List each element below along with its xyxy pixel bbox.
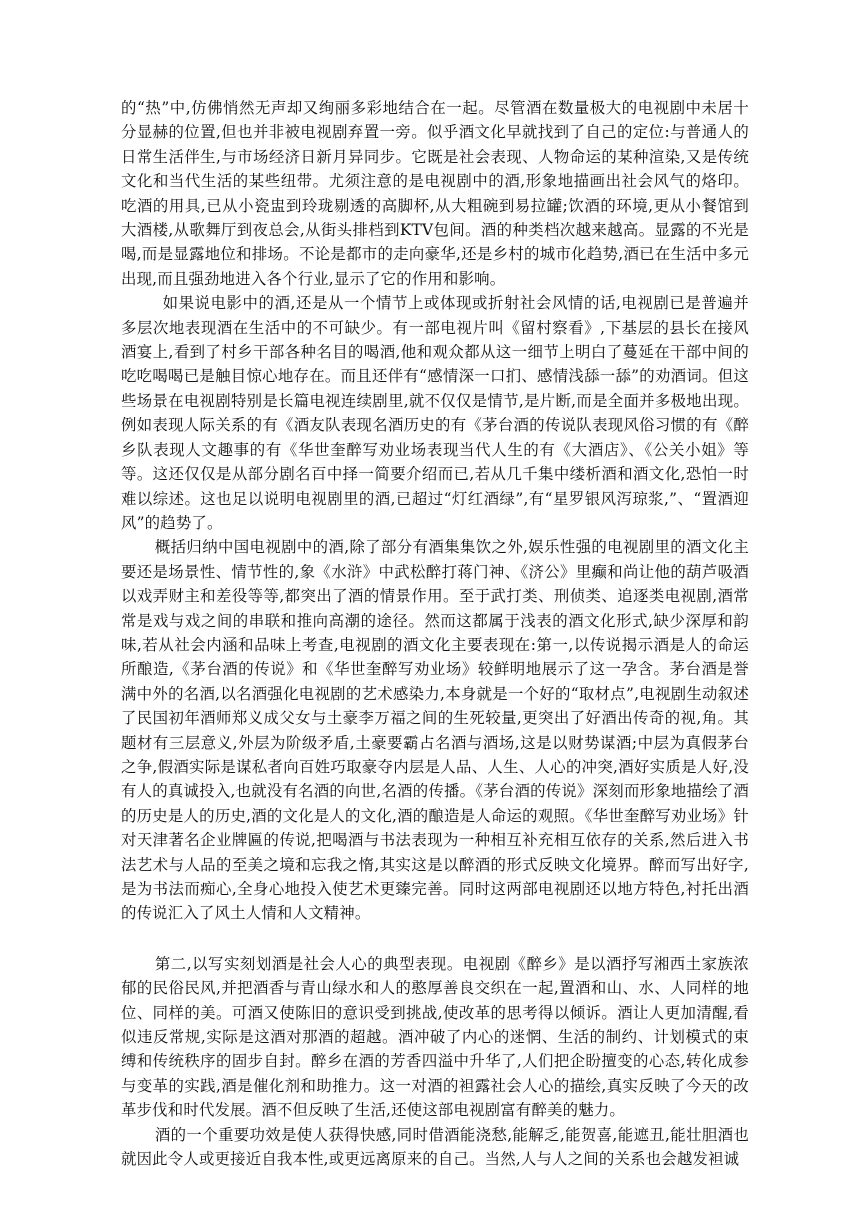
paragraph-3: 概括归纳中国电视剧中的酒,除了部分有酒集集饮之外,娱乐性强的电视剧里的酒文化主要还是场景性、情节性的,象《水浒》中武松醉打蒋门神、《济公》里癫和尚让他的葫芦吸酒以戏弄财主和差役等等,都突出了酒的情景作用。至于武打类、刑侦类、追逐类电视剧,酒常常是戏与戏之间的串联和推向高潮的途径。然而这都属于浅表的酒文化形式,缺少深厚和韵味,若从社会内涵和品味上考查,电视剧的酒文化主要表现在:第一,以传说揭示酒是人的命运所酿造,《茅台酒的传说》和《华世奎醉写劝业场》较鲜明地展示了这一孕含。茅台酒是誉满中外的名酒,以名酒强化电视剧的艺术感染力,本身就是一个好的“取材点”,电视剧生动叙述了民国初年酒师郑义成父女与土豪李万福之间的生死较量,更突出了好酒出传奇的视,角。其题材有三层意义,外层为阶级矛盾,土豪要霸占名酒与酒场,这是以财势谋酒;中层为真假茅台之争,假酒实际是谋私者向百姓巧取豪夺内层是人品、人生、人心的冲突,酒好实质是人好,没有人的真诚投入,也就没有名酒的向世,名酒的传播。《茅台酒的传说》深刻而形象地描绘了酒的历史是人的历史,酒的文化是人的文化,酒的酿造是人命运的观照。《华世奎醉写劝业场》针对天津著名企业牌匾的传说,把喝酒与书法表现为一种相互补充相互依存的关系,然后进入书法艺术与人品的至美之境和忘我之惰,其实这是以醉酒的形式反映文化境界。醉而写出好字,是为书法而痴心,全身心地投入使艺术更臻完善。同时这两部电视剧还以地方特色,衬托出酒的传说汇入了风土人情和人文精神。 — [121, 538, 749, 923]
paragraph-4: 第二,以写实刻划酒是社会人心的典型表现。电视剧《醉乡》是以酒抒写湘西土家族浓郁的民俗民风,并把酒香与青山绿水和人的憨厚善良交织在一起,置酒和山、水、人同样的地位、同样的美。可酒又使陈旧的意识受到挑战,使改革的思考得以倾诉。酒让人更加清醒,看似违反常规,实际是这酒对那酒的超越。酒冲破了内心的迷惘、生活的制约、计划模式的束缚和传统秩序的固步自封。醉乡在酒的芳香四溢中升华了,人们把企盼擅变的心态,转化成参与变革的实践,酒是催化剂和助推力。这一对酒的袒露社会人心的描绘,真实反映了今天的改革步伐和时代发展。酒不但反映了生活,还使这部电视剧富有醉美的魅力。 — [121, 954, 749, 1120]
paragraph-1: 的“热”中,仿佛悄然无声却又绚丽多彩地结合在一起。尽管酒在数量极大的电视剧中未居十分显赫的位置,但也并非被电视剧弃置一旁。似乎酒文化早就找到了自己的定位:与普通人的日常生活伴生,与市场经济日新月异同步。它既是社会表现、人物命运的某种渲染,又是传统文化和当代生活的某些纽带。尤须注意的是电视剧中的酒,形象地描画出社会风气的烙印。吃酒的用具,已从小瓷盅到玲珑剔透的高脚杯,从大粗碗到易拉罐;饮酒的环境,更从小餐馆到大酒楼,从歌舞厅到夜总会,从街头排档到KTV包间。酒的种类档次越来越高。显露的不光是喝,而是显露地位和排场。不论是都市的走向豪华,还是乡村的城市化趋势,酒已在生活中多元出现,而且强劲地进入各个行业,显示了它的作用和影响。 — [121, 99, 749, 288]
paragraph-2: 如果说电影中的酒,还是从一个情节上或体现或折射社会风情的话,电视剧已是普遍并多层次地表现酒在生活中的不可缺少。有一部电视片叫《留村察看》,下基层的县长在接风酒宴上,看到了村乡干部各种名目的喝酒,他和观众都从这一细节上明白了蔓延在干部中间的吃吃喝喝已是触目惊心地存在。而且还伴有“感情深一口扪、感情浅舔一舔”的劝酒词。但这些场景在电视剧特别是长篇电视连续剧里,就不仅仅是情节,是片断,而是全面并多极地出现。例如表现人际关系的有《酒友队表现名酒历史的有《茅台酒的传说队表现风俗习惯的有《醉乡队表现人文趣事的有《华世奎醉写劝业场表现当代人生的有《大酒店》、《公关小姐》等等。这还仅仅是从部分剧名百中择一简要介绍而已,若从几千集中缕析酒和酒文化,恐怕一时难以综述。这也足以说明电视剧里的酒,已超过“灯红酒绿”,有“星罗银风泻琼浆,”、“置酒迎风”的趋势了。 — [121, 294, 749, 532]
paragraph-5: 酒的一个重要功效是使人获得快感,同时借酒能浇愁,能解乏,能贺喜,能遮丑,能壮胆酒也就因此令人或更接近自我本性,或更远离原来的自己。当然,人与人之间的关系也会越发袒诚 — [121, 1125, 749, 1169]
document-page — [121, 96, 749, 1171]
